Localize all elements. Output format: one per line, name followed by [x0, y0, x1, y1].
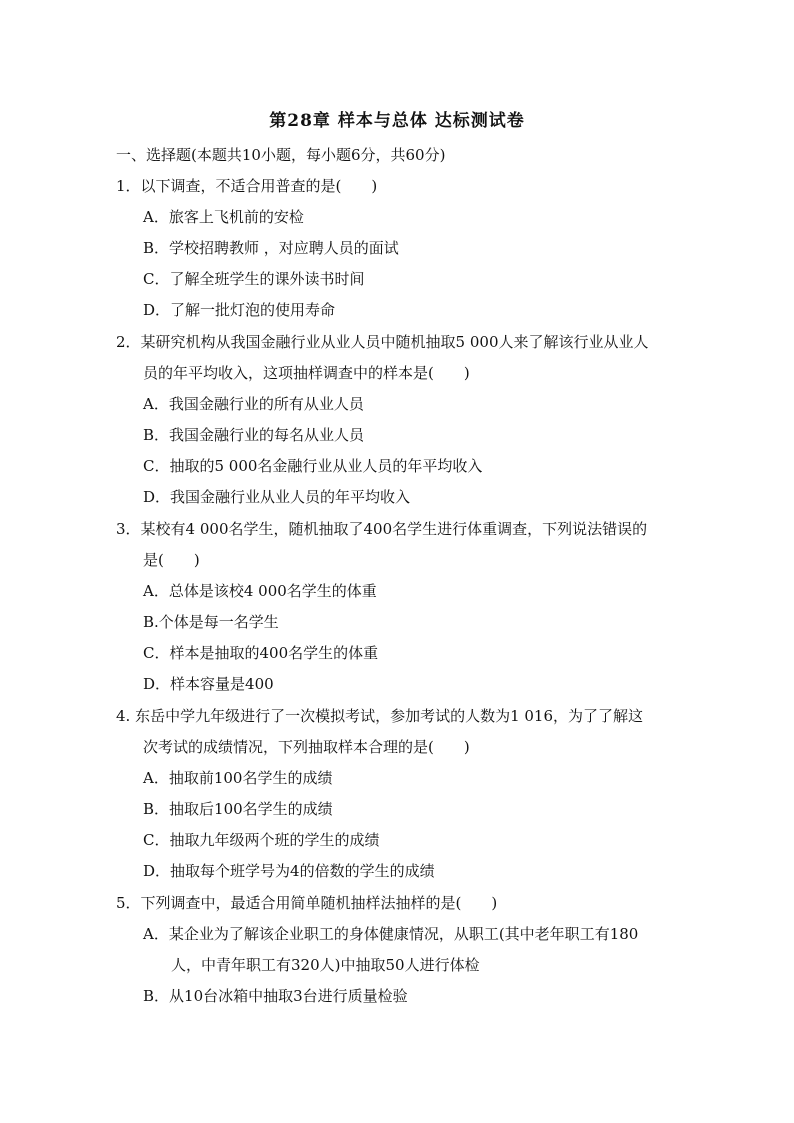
- question-1-option-d: D．了解一批灯泡的使用寿命: [143, 301, 336, 319]
- question-4-stem: 4. 东岳中学九年级进行了一次模拟考试，参加考试的人数为1 016，为了了解这: [116, 707, 644, 725]
- question-4-stem-cont: 次考试的成绩情况，下列抽取样本合理的是( ): [143, 738, 470, 756]
- question-2-option-a: A．我国金融行业的所有从业人员: [143, 395, 364, 413]
- question-3-stem: 3．某校有4 000名学生，随机抽取了400名学生进行体重调查，下列说法错误的: [116, 520, 648, 538]
- question-1-option-c: C．了解全班学生的课外读书时间: [143, 270, 365, 288]
- question-1-stem: 1．以下调查，不适合用普查的是( ): [116, 177, 378, 195]
- question-5-option-b: B．从10台冰箱中抽取3台进行质量检验: [143, 987, 408, 1005]
- question-4-option-c: C．抽取九年级两个班的学生的成绩: [143, 831, 380, 849]
- question-5-option-a-cont: 人，中青年职工有320人)中抽取50人进行体检: [171, 956, 480, 974]
- question-3-option-d: D．样本容量是400: [143, 675, 274, 693]
- question-4-option-d: D．抽取每个班学号为4的倍数的学生的成绩: [143, 862, 435, 880]
- section-heading: 一、选择题(本题共10小题，每小题6分，共60分): [116, 146, 446, 164]
- question-2-option-b: B．我国金融行业的每名从业人员: [143, 426, 365, 444]
- question-3-option-a: A．总体是该校4 000名学生的体重: [143, 582, 377, 600]
- question-3-option-b: B.个体是每一名学生: [143, 613, 279, 631]
- question-1-option-b: B．学校招聘教师 ，对应聘人员的面试: [143, 239, 399, 257]
- question-2-stem-cont: 员的年平均收入，这项抽样调查中的样本是( ): [143, 364, 470, 382]
- question-4-option-a: A．抽取前100名学生的成绩: [143, 769, 333, 787]
- question-5-option-a: A．某企业为了解该企业职工的身体健康情况，从职工(其中老年职工有180: [143, 925, 639, 943]
- page-title: 第28章 样本与总体 达标测试卷: [269, 111, 525, 131]
- question-2-option-c: C．抽取的5 000名金融行业从业人员的年平均收入: [143, 457, 483, 475]
- question-1-option-a: A．旅客上飞机前的安检: [143, 208, 304, 226]
- question-3-option-c: C．样本是抽取的400名学生的体重: [143, 644, 379, 662]
- question-5-stem: 5．下列调查中，最适合用简单随机抽样法抽样的是( ): [116, 894, 498, 912]
- question-4-option-b: B．抽取后100名学生的成绩: [143, 800, 333, 818]
- question-2-option-d: D．我国金融行业从业人员的年平均收入: [143, 488, 411, 506]
- question-2-stem: 2．某研究机构从我国金融行业从业人员中随机抽取5 000人来了解该行业从业人: [116, 333, 649, 351]
- question-3-stem-cont: 是( ): [143, 551, 200, 569]
